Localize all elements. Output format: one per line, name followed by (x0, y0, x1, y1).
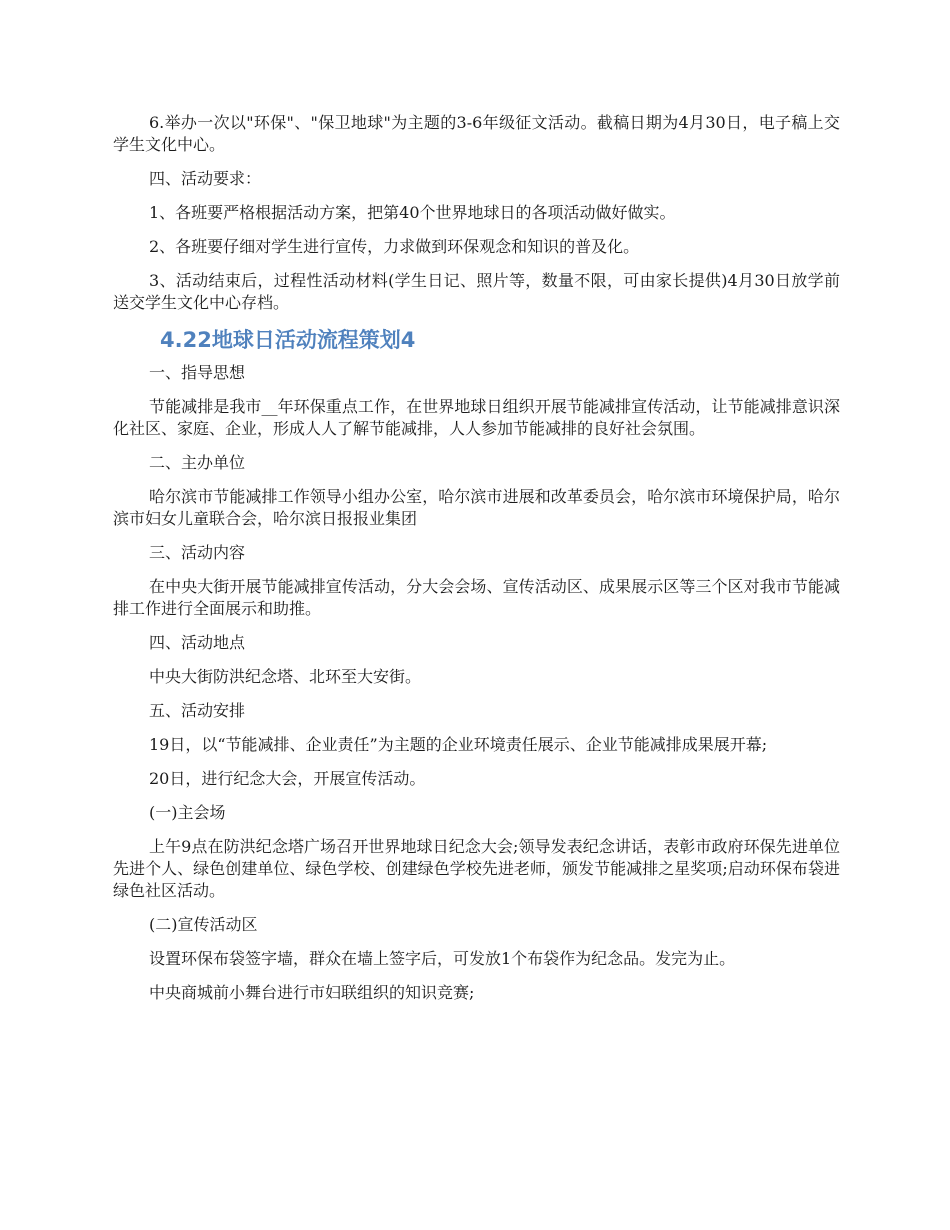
section-guiding-ideology: 一、指导思想 (149, 363, 246, 382)
section-activity-location: 四、活动地点 (149, 633, 246, 652)
paragraph-organizers: 哈尔滨市节能减排工作领导小组办公室，哈尔滨市进展和改革委员会，哈尔滨市环境保护局，哈尔滨市妇女儿童联合会，哈尔滨日报报业集团 (113, 487, 840, 528)
paragraph-knowledge-contest: 中央商城前小舞台进行市妇联组织的知识竞赛; (149, 983, 475, 1002)
schedule-day-19: 19日，以“节能减排、企业责任”为主题的企业环境责任展示、企业节能减排成果展开幕; (149, 735, 768, 754)
subsection-publicity-area: (二)宣传活动区 (149, 915, 258, 934)
paragraph-signature-wall: 设置环保布袋签字墙，群众在墙上签字后，可发放1个布袋作为纪念品。发完为止。 (149, 949, 736, 968)
section-activity-requirements: 四、活动要求： (149, 169, 262, 188)
paragraph-activity-content: 在中央大街开展节能减排宣传活动，分大会会场、宣传活动区、成果展示区等三个区对我市节能减排工作进行全面展示和助推。 (113, 577, 840, 618)
requirement-item-2: 2、各班要仔细对学生进行宣传，力求做到环保观念和知识的普及化。 (149, 237, 640, 256)
requirement-item-3: 3、活动结束后，过程性活动材料(学生日记、照片等，数量不限，可由家长提供)4月30日放学前送交学生文化中心存档。 (113, 271, 840, 312)
document-page (113, 112, 840, 1016)
paragraph-guiding-ideology: 节能减排是我市__年环保重点工作，在世界地球日组织开展节能减排宣传活动，让节能减排意识深化社区、家庭、企业，形成人人了解节能减排，人人参加节能减排的良好社会氛围。 (113, 397, 840, 438)
paragraph-main-venue: 上午9点在防洪纪念塔广场召开世界地球日纪念大会;领导发表纪念讲话，表彰市政府环保先进单位先进个人、绿色创建单位、绿色学校、创建绿色学校先进老师，颁发节能减排之星奖项;启动环保布袋进绿色社区活动。 (113, 837, 840, 900)
section-activity-schedule: 五、活动安排 (149, 701, 246, 720)
paragraph-activity-location: 中央大街防洪纪念塔、北环至大安街。 (149, 667, 422, 686)
section-activity-content: 三、活动内容 (149, 543, 246, 562)
section-heading: 4.22地球日活动流程策划4 (160, 328, 416, 352)
requirement-item-1: 1、各班要严格根据活动方案，把第40个世界地球日的各项活动做好做实。 (149, 203, 676, 222)
section-organizers: 二、主办单位 (149, 453, 246, 472)
subsection-main-venue: (一)主会场 (149, 803, 226, 822)
paragraph-essay-contest: 6.举办一次以"环保"、"保卫地球"为主题的3-6年级征文活动。截稿日期为4月30日，电子稿上交学生文化中心。 (113, 113, 840, 154)
schedule-day-20: 20日，进行纪念大会，开展宣传活动。 (149, 769, 426, 788)
